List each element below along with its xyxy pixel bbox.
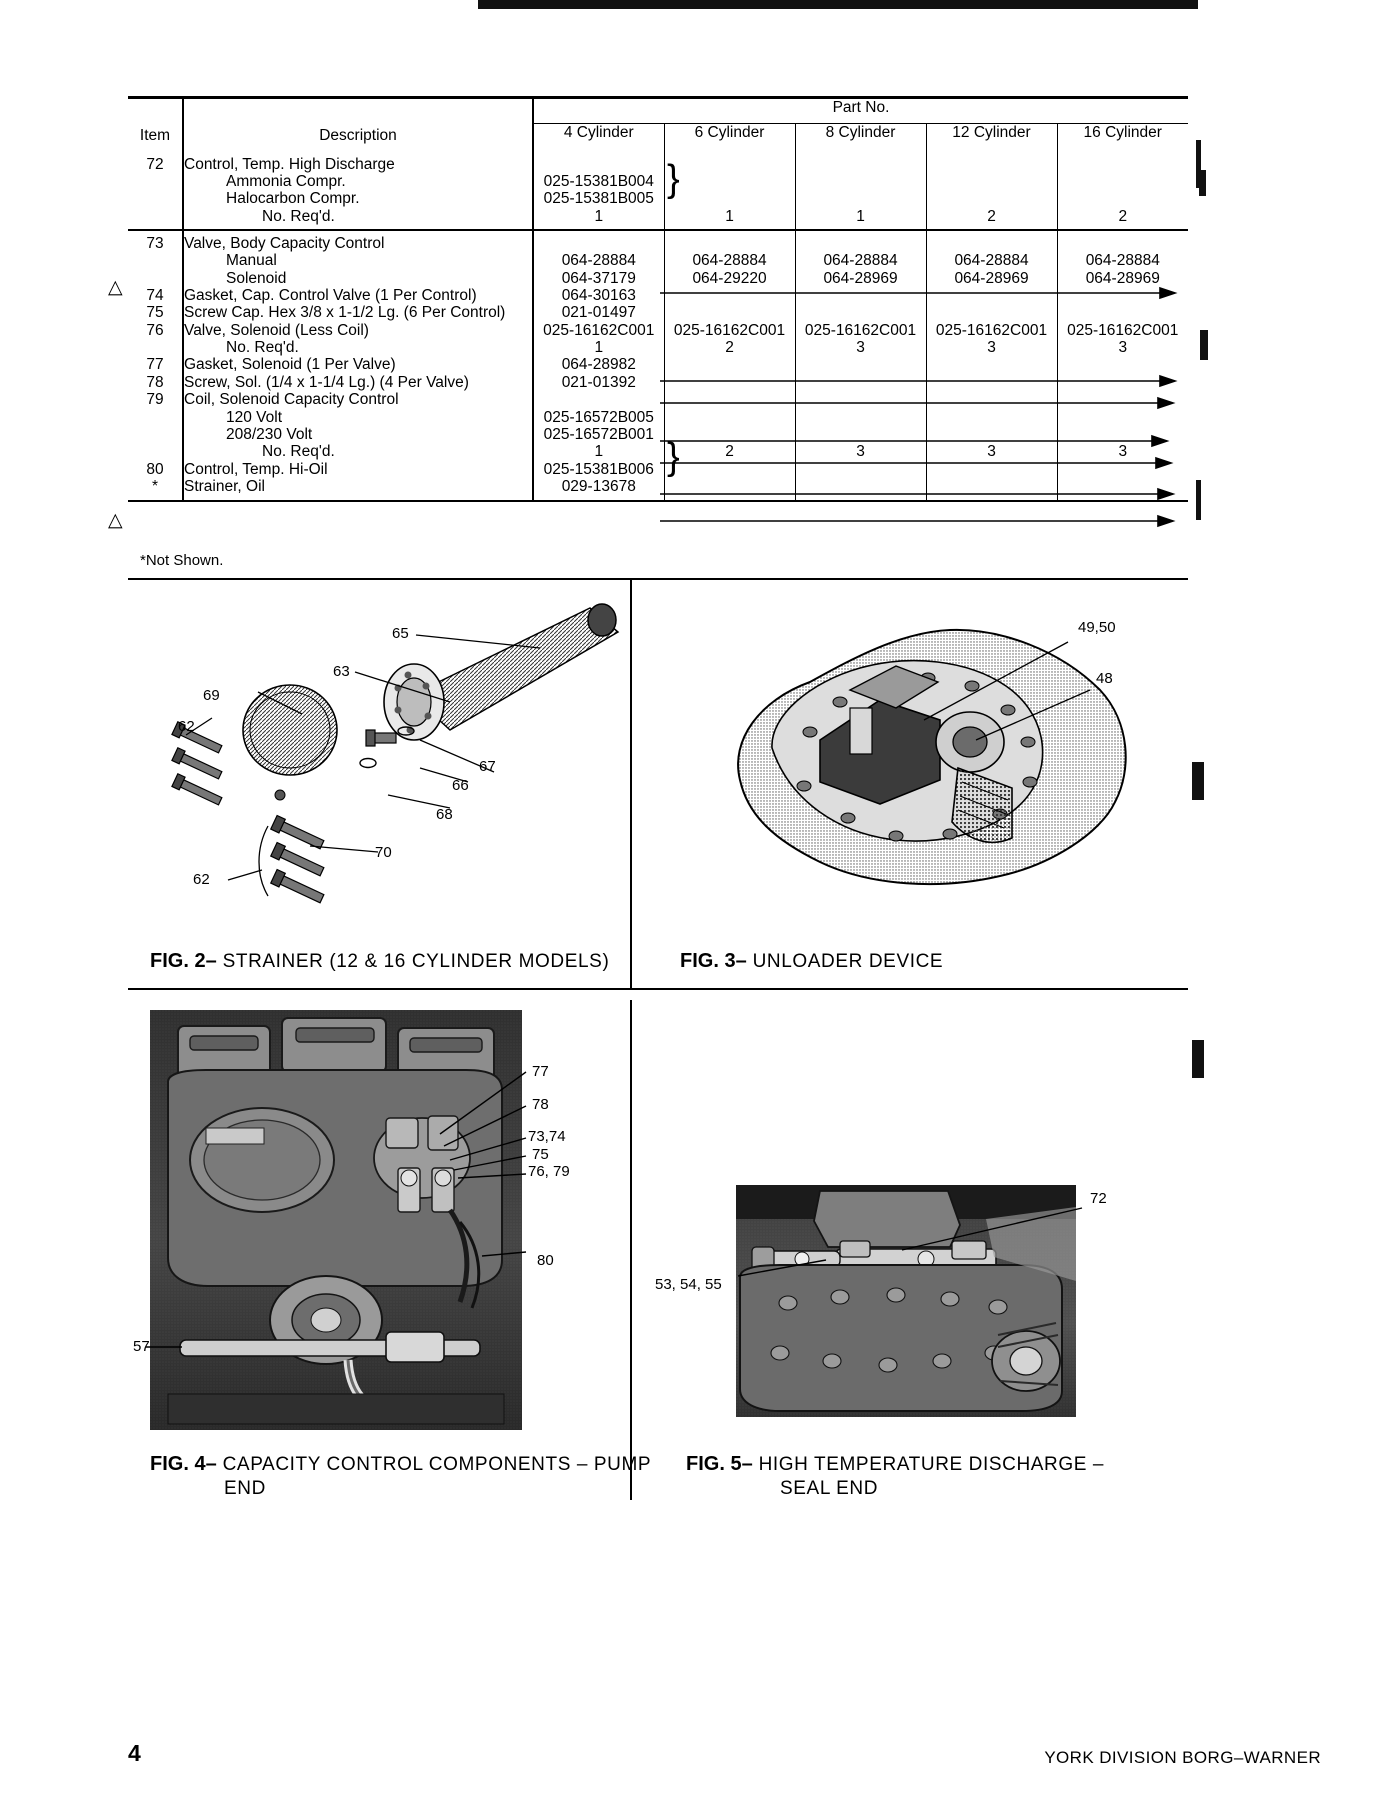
table-continuation-arrows	[660, 285, 1190, 530]
figure-4-label: FIG. 4–	[150, 1453, 217, 1475]
qty: 1	[725, 207, 734, 225]
figure-4-caption	[150, 1453, 651, 1476]
header-description: Description	[183, 98, 533, 150]
desc-line: No. Req'd.	[262, 207, 335, 225]
part-number: 025-16572B005	[543, 408, 654, 426]
row-item: 80	[128, 461, 183, 478]
row-description	[183, 322, 533, 357]
part-number: 064-28884	[692, 252, 767, 270]
brace-row72: }	[667, 158, 680, 200]
page-number: 4	[128, 1740, 141, 1766]
desc-line: Gasket, Solenoid (1 Per Valve)	[184, 356, 396, 374]
figure-3-caption	[680, 950, 943, 973]
figure-4-callout-80: 80	[537, 1252, 554, 1269]
desc-line: Valve, Body Capacity Control	[184, 234, 385, 252]
qty: 2	[1118, 207, 1128, 225]
figure-4-callout-75: 75	[532, 1146, 549, 1163]
row-part-4cyl: 029-13678	[533, 478, 664, 501]
row-description	[183, 374, 533, 391]
figure-2-callout-67: 67	[479, 758, 496, 775]
row-part-4cyl: 021-01392	[533, 374, 664, 391]
table-row	[128, 230, 1188, 287]
desc-line: Control, Temp. Hi-Oil	[184, 460, 328, 478]
figure-5-leader-lines	[730, 1194, 1110, 1314]
table-row	[128, 150, 1188, 230]
warning-triangle-row73: △	[108, 277, 123, 298]
part-number: 064-28884	[954, 252, 1029, 270]
figure-2-title: STRAINER (12 & 16 CYLINDER MODELS)	[222, 951, 610, 972]
figure-5-callout-72: 72	[1090, 1190, 1107, 1207]
desc-line: Halocarbon Compr.	[226, 190, 360, 208]
figure-5-title: HIGH TEMPERATURE DISCHARGE –	[758, 1454, 1105, 1475]
row-item: 78	[128, 374, 183, 391]
figure-3-callout-48: 48	[1096, 670, 1113, 687]
part-number: 064-28884	[1085, 252, 1160, 270]
qty: 2	[725, 339, 734, 357]
figure-5-label: FIG. 5–	[686, 1453, 753, 1475]
figure-2-callout-68: 68	[436, 806, 453, 823]
row-item: 73	[128, 230, 183, 287]
part-number: 064-28969	[823, 269, 898, 287]
row-description	[183, 356, 533, 373]
desc-line: Coil, Solenoid Capacity Control	[184, 391, 399, 409]
row-description	[183, 391, 533, 460]
desc-line: Manual	[226, 252, 277, 270]
row-item: 79	[128, 391, 183, 460]
part-number: 025-16162C001	[935, 321, 1048, 339]
figure-4-callout-76-79: 76, 79	[528, 1163, 570, 1180]
table-footnote: *Not Shown.	[140, 552, 224, 569]
desc-line: Control, Temp. High Discharge	[184, 155, 395, 173]
figure-divider-middle	[128, 988, 1188, 990]
figure-4-callout-57: 57	[133, 1338, 150, 1355]
edge-mark-6	[1192, 1040, 1204, 1078]
header-col-4cyl: 4 Cylinder	[533, 124, 664, 150]
brace-row79: }	[667, 436, 680, 478]
part-number: 025-16162C001	[804, 321, 917, 339]
row-part-8cyl	[795, 150, 926, 230]
row-item: 76	[128, 322, 183, 357]
desc-line: Solenoid	[226, 269, 287, 287]
warning-triangle-strainer: △	[108, 510, 123, 531]
desc-line: Screw Cap. Hex 3/8 x 1-1/2 Lg. (6 Per Control)	[184, 304, 506, 322]
row-part-4cyl: 064-30163	[533, 287, 664, 304]
edge-mark-2	[1199, 170, 1206, 196]
desc-line: 208/230 Volt	[226, 425, 313, 443]
figure-2-illustration	[150, 590, 620, 920]
qty: 3	[987, 339, 996, 357]
qty: 2	[725, 443, 734, 461]
header-col-12cyl: 12 Cylinder	[926, 124, 1057, 150]
row-description	[183, 230, 533, 287]
figure-2-callout-62-top: 62	[178, 718, 195, 735]
edge-mark-4	[1196, 480, 1201, 520]
figure-2-caption	[150, 950, 609, 973]
figure-2-callout-65: 65	[392, 625, 409, 642]
header-item: Item	[128, 98, 183, 150]
figure-divider-vertical-lower	[630, 1000, 632, 1500]
part-number: 025-15381B004	[543, 172, 654, 190]
row-item: *	[128, 478, 183, 501]
figure-4-leader-57	[146, 1340, 186, 1354]
row-part-16cyl	[1057, 230, 1188, 287]
part-number: 025-16162C001	[1067, 321, 1179, 339]
figure-5-caption-line2: SEAL END	[780, 1478, 879, 1499]
header-col-8cyl: 8 Cylinder	[795, 124, 926, 150]
desc-line: Strainer, Oil	[184, 477, 265, 495]
desc-line: Gasket, Cap. Control Valve (1 Per Control)	[184, 287, 477, 305]
row-item: 72	[128, 150, 183, 230]
row-part-4cyl	[533, 230, 664, 287]
figure-3-title: UNLOADER DEVICE	[752, 951, 944, 972]
qty: 2	[987, 207, 996, 225]
row-part-6cyl	[664, 230, 795, 287]
part-number: 025-15381B005	[543, 190, 654, 208]
figure-5-caption	[686, 1453, 1104, 1476]
part-number: 064-28884	[823, 252, 898, 270]
row-description	[183, 461, 533, 478]
figure-3-callout-49-50: 49,50	[1078, 619, 1116, 636]
figure-2-callout-70: 70	[375, 844, 392, 861]
row-description	[183, 478, 533, 501]
row-description	[183, 304, 533, 321]
row-item: 75	[128, 304, 183, 321]
top-black-bar	[478, 0, 1198, 9]
row-part-4cyl	[533, 150, 664, 230]
figure-4-callout-73-74: 73,74	[528, 1128, 566, 1145]
row-part-8cyl	[795, 230, 926, 287]
figure-divider-vertical-upper	[630, 578, 632, 988]
header-part-no: Part No.	[533, 98, 1188, 124]
row-part-4cyl: 021-01497	[533, 304, 664, 321]
figure-3-illustration	[700, 590, 1140, 930]
part-number: 064-37179	[561, 269, 636, 287]
qty: 3	[1118, 443, 1128, 461]
row-item: 77	[128, 356, 183, 373]
row-description	[183, 150, 533, 230]
qty: 3	[856, 339, 865, 357]
figure-4-callout-77: 77	[532, 1063, 549, 1080]
figure-2-callout-63: 63	[333, 663, 350, 680]
desc-line: No. Req'd.	[226, 339, 299, 357]
figure-2-callout-66: 66	[452, 777, 469, 794]
figure-4-caption-line2: END	[224, 1478, 266, 1499]
qty: 1	[594, 443, 604, 461]
row-part-4cyl	[533, 322, 664, 357]
row-part-4cyl: 025-15381B006	[533, 461, 664, 478]
desc-line: 120 Volt	[226, 408, 283, 426]
qty: 3	[1118, 339, 1128, 357]
row-item: 74	[128, 287, 183, 304]
figure-2-callout-69: 69	[203, 687, 220, 704]
header-col-6cyl: 6 Cylinder	[664, 124, 795, 150]
desc-line: Ammonia Compr.	[226, 172, 346, 190]
qty: 1	[594, 339, 604, 357]
row-part-16cyl	[1057, 150, 1188, 230]
footer-brand: YORK DIVISION BORG–WARNER	[1044, 1748, 1321, 1767]
qty: 1	[856, 207, 865, 225]
figure-2-callout-62-bottom: 62	[193, 871, 210, 888]
part-number: 025-16162C001	[673, 321, 786, 339]
part-number: 064-29220	[692, 269, 767, 287]
part-number: 064-28969	[954, 269, 1029, 287]
part-number: 025-16572B001	[543, 425, 654, 443]
qty: 3	[987, 443, 996, 461]
edge-mark-3	[1200, 330, 1208, 360]
header-col-16cyl: 16 Cylinder	[1057, 124, 1188, 150]
part-number: 064-28884	[561, 252, 636, 270]
part-number: 064-28969	[1085, 269, 1160, 287]
figure-3-label: FIG. 3–	[680, 950, 747, 972]
part-number: 025-16162C001	[543, 321, 655, 339]
table-header-row-1	[128, 98, 1188, 124]
row-part-12cyl	[926, 230, 1057, 287]
edge-mark-5	[1192, 762, 1204, 800]
row-part-6cyl	[664, 150, 795, 230]
figure-4-title: CAPACITY CONTROL COMPONENTS – PUMP	[222, 1454, 652, 1475]
row-part-4cyl	[533, 391, 664, 460]
qty: 3	[856, 443, 865, 461]
figure-2-label: FIG. 2–	[150, 950, 217, 972]
figure-5-callout-53-54-55: 53, 54, 55	[655, 1276, 722, 1293]
row-part-4cyl: 064-28982	[533, 356, 664, 373]
desc-line: No. Req'd.	[262, 443, 335, 461]
desc-line: Valve, Solenoid (Less Coil)	[184, 321, 369, 339]
row-part-12cyl	[926, 150, 1057, 230]
desc-line: Screw, Sol. (1/4 x 1-1/4 Lg.) (4 Per Valve)	[184, 373, 469, 391]
figure-4-callout-78: 78	[532, 1096, 549, 1113]
figure-divider-top	[128, 578, 1188, 580]
qty: 1	[594, 207, 604, 225]
row-description	[183, 287, 533, 304]
